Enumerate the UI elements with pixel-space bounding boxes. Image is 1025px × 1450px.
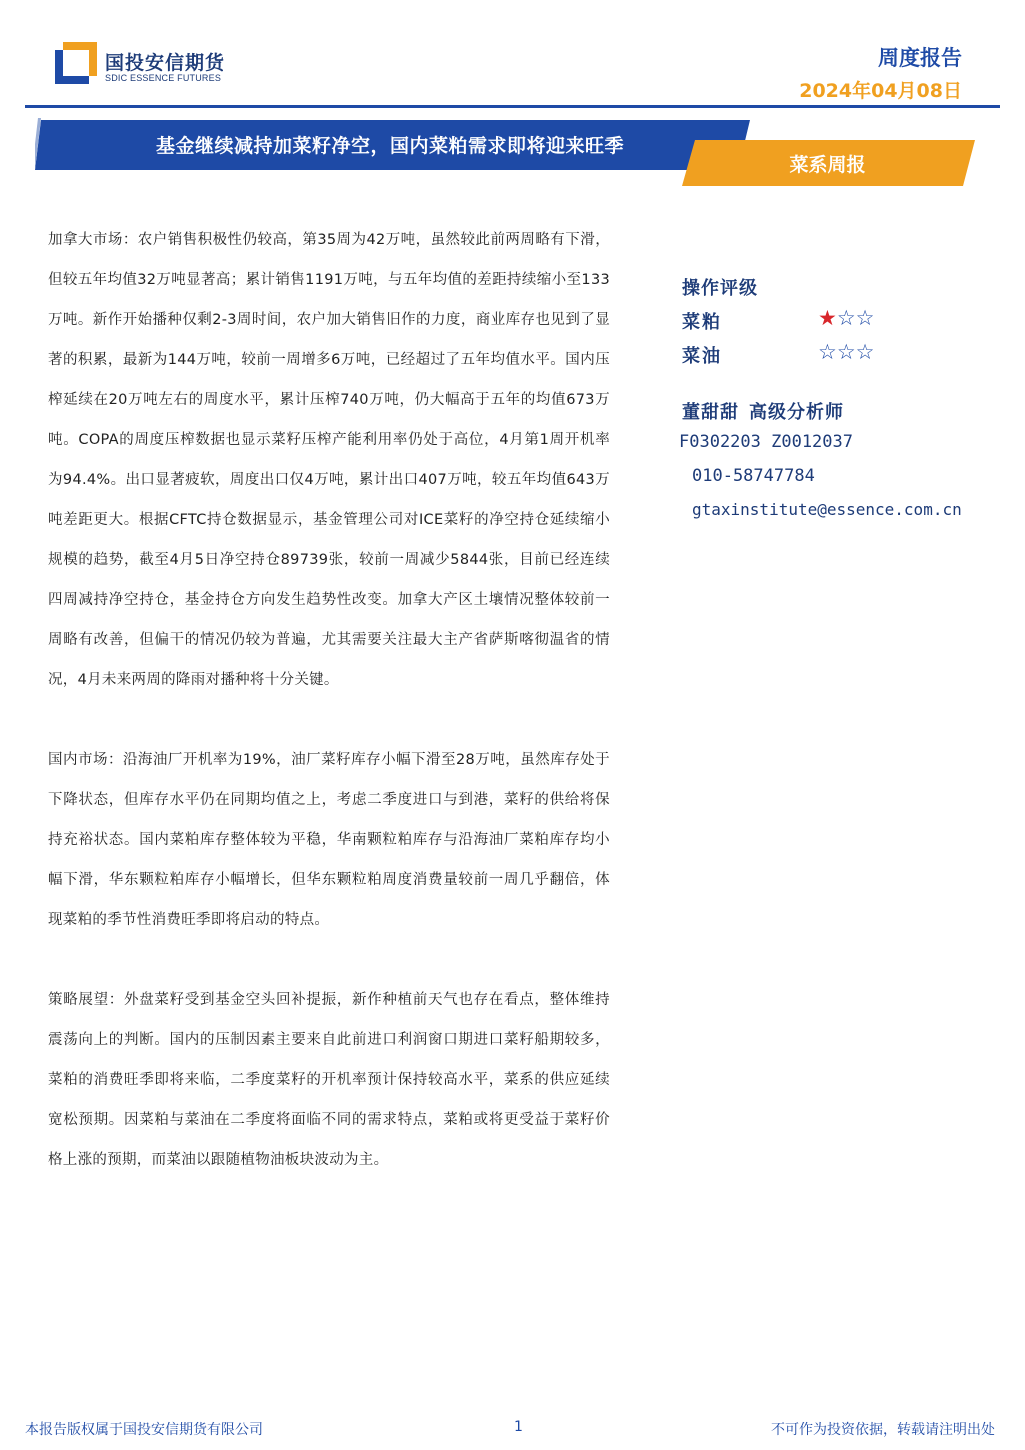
star-filled-icon: ★ bbox=[818, 306, 837, 330]
report-category-tag: 菜系周报 bbox=[789, 154, 866, 176]
footer-disclaimer: 不可作为投资依据，转载请注明出处 bbox=[771, 1422, 995, 1438]
rating-row-rapeseed-oil bbox=[682, 342, 1012, 376]
report-title: 基金继续减持加菜籽净空，国内菜粕需求即将迎来旺季 bbox=[155, 135, 624, 157]
company-logo bbox=[55, 42, 235, 90]
star-empty-icon: ☆☆☆ bbox=[818, 340, 875, 364]
analyst-email[interactable]: gtaxinstitute@essence.com.cn bbox=[692, 500, 962, 519]
analyst-certificate: F0302203 Z0012037 bbox=[679, 432, 853, 452]
report-type: 周度报告 bbox=[878, 46, 962, 70]
analyst-info bbox=[682, 398, 1012, 432]
analyst-phone: 010-58747784 bbox=[692, 466, 815, 486]
paragraph-domestic-market: 国内市场：沿海油厂开机率为19%，油厂菜籽库存小幅下滑至28万吨，虽然库存处于下降状态，但库存水平仍在同期均值之上，考虑二季度进口与到港，菜籽的供给将保持充裕状态。国内菜粕库存整体较为平稳，华南颗粒粕库存与沿海油厂菜粕库存均小幅下滑，华东颗粒粕库存小幅增长，但华东颗粒粕周度消费量较前一周几乎翻倍，体现菜粕的季节性消费旺季即将启动的特点。 bbox=[48, 752, 610, 928]
sidebar bbox=[679, 274, 1012, 534]
logo-text-en: SDIC ESSENCE FUTURES bbox=[105, 73, 222, 83]
page-number: 1 bbox=[514, 1419, 523, 1435]
paragraph-strategy-outlook: 策略展望：外盘菜籽受到基金空头回补提振，新作种植前天气也存在看点，整体维持震荡向上的判断。国内的压制因素主要来自此前进口利润窗口期进口菜籽船期较多，菜粕的消费旺季即将来临，二季度菜籽的开机率预计保持较高水平，菜系的供应延续宽松预期。因菜粕与菜油在二季度将面临不同的需求特点，菜粕或将更受益于菜籽价格上涨的预期，而菜油以跟随植物油板块波动为主。 bbox=[48, 992, 610, 1168]
star-rating-icon bbox=[818, 306, 874, 330]
analyst-name: 董甜甜 bbox=[682, 402, 739, 423]
paragraph-canada-market: 加拿大市场：农户销售积极性仍较高，第35周为42万吨，虽然较此前两周略有下滑，但较五年均值32万吨显著高；累计销售1191万吨，与五年均值的差距持续缩小至133万吨。新作开始播种仅剩2-3周时间，农户加大销售旧作的力度，商业库存也见到了显著的积累，最新为144万吨，较前一周增多6万吨，已经超过了五年均值水平。国内压榨延续在20万吨左右的周度水平，累计压榨740万吨，仍大幅高于五年的均值673万吨。COPA的周度压榨数据也显示菜籽压榨产能利用率仍处于高位，4月第1周开机率为94.4%。出口显著疲软，周度出口仅4万吨，累计出口407万吨，较五年均值643万吨差距更大。根据CFTC持仓数据显示，基金管理公司对ICE菜籽的净空持仓延续缩小规模的趋势，截至4月5日净空持仓89739张，较前一周减少5844张，目前已经连续四周减持净空持仓，基金持仓方向发生趋势性改变。加拿大产区土壤情况整体较前一周略有改善，但偏干的情况仍较为普遍，尤其需要关注最大主产省萨斯喀彻温省的情况，4月未来两周的降雨对播种将十分关键。 bbox=[48, 232, 610, 688]
logo-mark-icon bbox=[55, 42, 97, 84]
rating-title: 操作评级 bbox=[682, 278, 758, 299]
main-content bbox=[48, 220, 610, 1220]
rating-label: 菜粕 bbox=[682, 312, 722, 333]
rating-row-rapeseed-meal bbox=[682, 308, 1012, 342]
header-divider bbox=[25, 105, 1000, 108]
star-empty-icon: ☆☆ bbox=[836, 306, 875, 330]
rating-label: 菜油 bbox=[682, 346, 722, 367]
analyst-title: 高级分析师 bbox=[749, 402, 844, 423]
star-rating-icon bbox=[818, 340, 874, 364]
logo-text-cn: 国投安信期货 bbox=[105, 52, 226, 74]
footer-copyright: 本报告版权属于国投安信期货有限公司 bbox=[25, 1422, 263, 1438]
report-date: 2024年04月08日 bbox=[799, 80, 962, 102]
